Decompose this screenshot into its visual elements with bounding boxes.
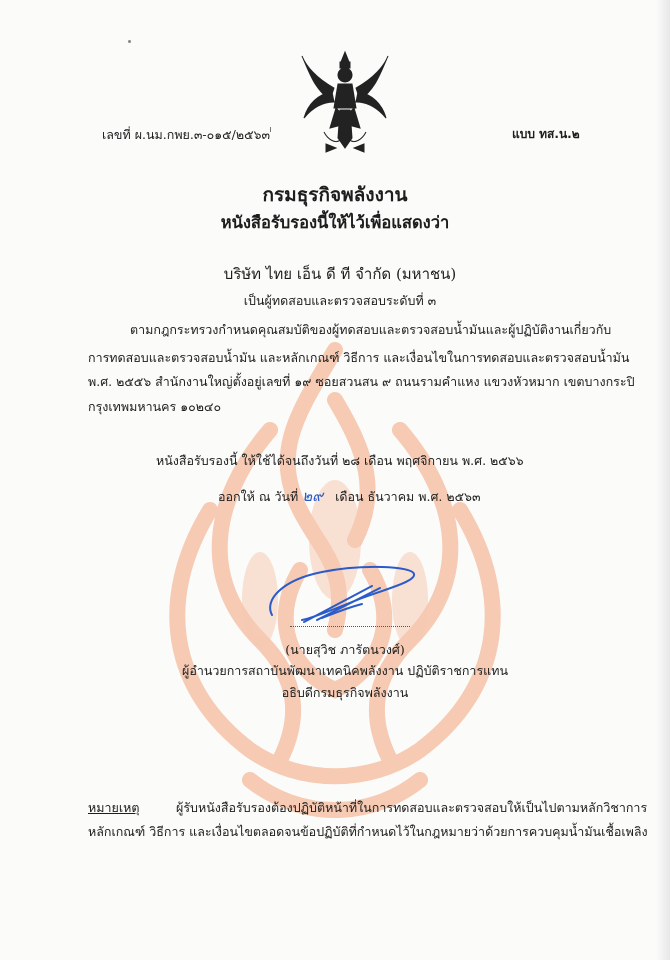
remark-line-1: ผู้รับหนังสือรับรองต้องปฏิบัติหน้าที่ในการทดสอบและตรวจสอบให้เป็นไปตามหลักวิชาการ: [176, 800, 648, 815]
signatory-name: (นายสุวิช ภารัตนวงศ์): [285, 642, 405, 657]
remark-label: หมายเหตุ: [88, 800, 140, 815]
page-edge-shadow: [656, 0, 670, 960]
signature-line: [290, 626, 410, 627]
scan-tick-mark: [270, 127, 271, 132]
document-number: เลขที่ ผ.นม.กพย.๓-๐๑๕/๒๕๖๓: [102, 127, 271, 142]
issued-statement: [218, 484, 481, 508]
body-line-4: กรุงเทพมหานคร ๑๐๒๔๐: [88, 399, 222, 414]
garuda-emblem: [296, 48, 394, 156]
handwritten-signature: [262, 560, 422, 630]
remark-line-2: หลักเกณฑ์ วิธีการ และเงื่อนไขตลอดจนข้อปฏิบัติที่กำหนดไว้ในกฎหมายว่าด้วยการควบคุมน้ำมันเชื้อเพลิง: [88, 824, 648, 839]
signatory-position-1: ผู้อำนวยการสถาบันพัฒนาเทคนิคพลังงาน ปฏิบัติราชการแทน: [182, 663, 508, 678]
signatory-position-2: อธิบดีกรมธุรกิจพลังงาน: [281, 685, 409, 700]
certification-level: เป็นผู้ทดสอบและตรวจสอบระดับที่ ๓: [243, 293, 437, 308]
department-title: กรมธุรกิจพลังงาน: [262, 184, 408, 206]
certificate-subtitle: หนังสือรับรองนี้ให้ไว้เพื่อแสดงว่า: [220, 213, 450, 232]
validity-statement: หนังสือรับรองนี้ ให้ใช้ได้จนถึงวันที่ ๒๘ เดือน พฤศจิกายน พ.ศ. ๒๕๖๖: [156, 453, 524, 468]
issued-suffix: เดือน ธันวาคม พ.ศ. ๒๕๖๓: [335, 489, 481, 504]
company-name: บริษัท ไทย เอ็น ดี ที จำกัด (มหาชน): [223, 265, 457, 283]
issued-prefix: ออกให้ ณ วันที่: [218, 489, 299, 504]
body-line-1: ตามกฎกระทรวงกำหนดคุณสมบัติของผู้ทดสอบและตรวจสอบน้ำมันและผู้ปฏิบัติงานเกี่ยวกับ: [130, 322, 612, 337]
body-line-3: พ.ศ. ๒๕๕๖ สำนักงานใหญ่ตั้งอยู่เลขที่ ๑๙ ซอยสวนสน ๙ ถนนรามคำแหง แขวงหัวหมาก เขตบางกระปิ: [88, 374, 635, 389]
scan-speck: [128, 40, 131, 43]
body-line-2: การทดสอบและตรวจสอบน้ำมัน และหลักเกณฑ์ วิธีการ และเงื่อนไขในการทดสอบและตรวจสอบน้ำมัน: [88, 350, 630, 365]
form-code: แบบ ทส.น.๒: [512, 127, 580, 141]
issued-day-handwritten: ๒๙: [302, 487, 324, 505]
